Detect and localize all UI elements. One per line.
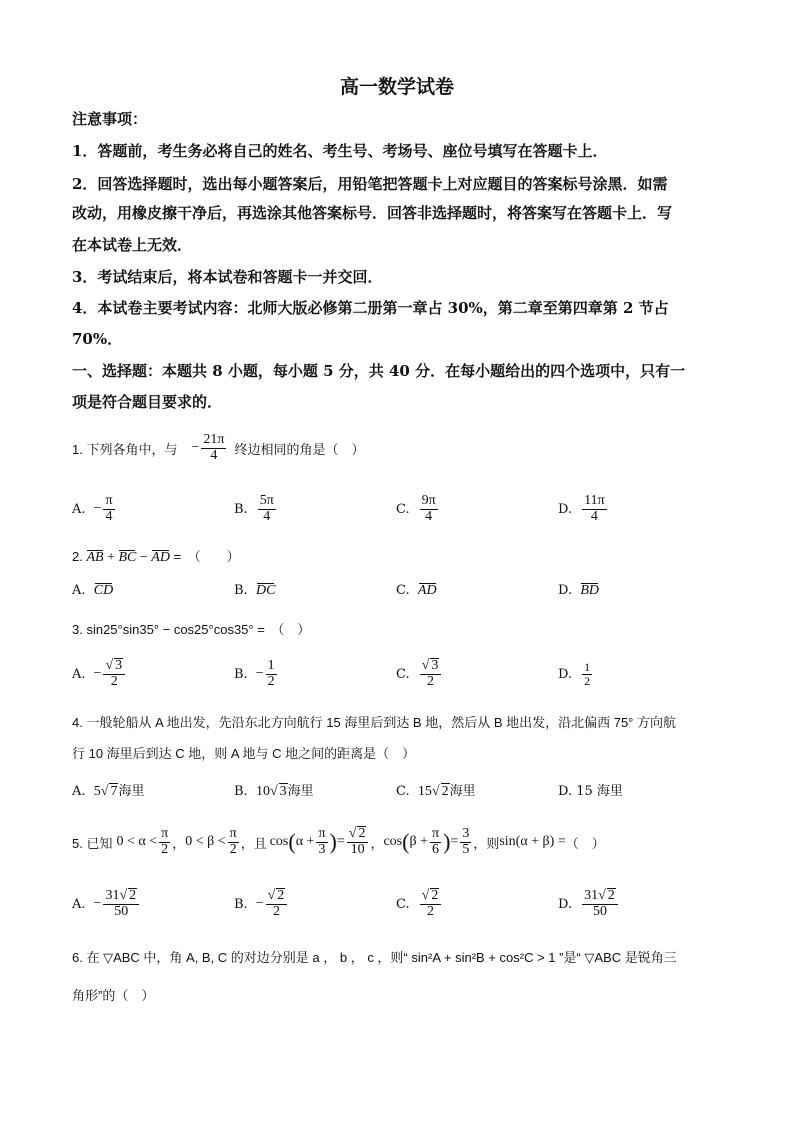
option-b[interactable]: B. 10√ 3海里 [234, 784, 314, 799]
option-a[interactable]: A. 5√ 7海里 [72, 784, 145, 799]
option-c[interactable]: C. 15√ 2海里 [396, 784, 476, 799]
option-b[interactable]: B. − $\frac{1}{2}$ [234, 657, 275, 689]
option-d[interactable]: D. $\frac{1}{2}$ [558, 659, 591, 688]
question-3-stem: 3. sin25°sin35° − cos25°cos35° = （ ） [72, 622, 311, 637]
option-d[interactable]: D. BD [558, 583, 600, 598]
question-2-stem: 2. AB + BC − AD = （ ） [72, 549, 240, 565]
notice-item: 2．回答选择题时，选出每小题答案后，用铅笔把答题卡上对应题目的答案标号涂黑．如需 [72, 175, 668, 193]
section-heading-cont: 项是符合题目要求的． [72, 393, 223, 411]
page-title: 高一数学试卷 [339, 76, 454, 98]
option-a[interactable]: A. − $\frac{\pi}{4}$ [72, 492, 113, 524]
fraction: $\frac{21\pi}{4}$ [203, 431, 225, 463]
notice-item: 改动，用橡皮擦干净后，再选涂其他答案标号．回答非选择题时，将答案写在答题卡上．写 [72, 204, 673, 222]
question-5-stem: 5. 已知 0 < α < $\frac{\pi}{2}$ ， 0 < β < $\frac{\pi}{2}$ ，且 cos ( α + $\frac{\pi}{3}$ ) = $\frac{√ 2}{10}$ ， cos ( β + $\frac{\pi}{6}$ ) = $\frac{3}{5}$ ，则 sin(α + β) = （ ） [72, 825, 605, 857]
option-d[interactable]: D. $\frac{11\pi}{4}$ [558, 492, 605, 524]
question-1-stem: 1. 下列各角中，与 − $\frac{21\pi}{4}$ 终边相同的角是（ ） [72, 431, 365, 463]
option-b[interactable]: B. $\frac{5\pi}{4}$ [234, 492, 274, 524]
notice-heading: 注意事项： [72, 110, 148, 128]
section-heading: 一、选择题：本题共 8 小题，每小题 5 分，共 40 分．在每小题给出的四个选项中，只有一 [72, 362, 686, 380]
question-6-line2: 角形”的（ ） [72, 988, 155, 1003]
question-4-line1: 4. 一般轮船从 A 地出发，先沿东北方向航行 15 海里后到达 B 地，然后从 B 地出发，沿北偏西 75° 方向航 [72, 715, 676, 730]
option-c[interactable]: C. $\frac{√ 2}{2}$ [396, 882, 443, 926]
notice-item: 1．答题前，考生务必将自己的姓名、考生号、考场号、座位号填写在答题卡上． [72, 142, 608, 160]
option-b[interactable]: B. DC [234, 583, 276, 598]
option-c[interactable]: C. $\frac{9\pi}{4}$ [396, 492, 436, 524]
option-c[interactable]: C. AD [396, 583, 437, 598]
option-a[interactable]: A. CD [72, 583, 114, 598]
option-d[interactable]: D. 15 海里 [558, 784, 623, 799]
option-d[interactable]: D. $\frac{31√ 2}{50}$ [558, 882, 620, 926]
notice-item: 4．本试卷主要考试内容：北师大版必修第二册第一章占 30%，第二章至第四章第 2 节占 [72, 299, 669, 317]
notice-item: 在本试卷上无效． [72, 236, 193, 254]
question-4-line2: 行 10 海里后到达 C 地，则 A 地与 C 地之间的距离是（ ） [72, 746, 416, 761]
option-a[interactable]: A. − $\frac{31√ 2}{50}$ [72, 882, 141, 926]
question-6-line1: 6. 在 ▽ABC 中，角 A, B, C 的对边分别是 a ， b ， c ，则“ sin²A + sin²B + cos²C > 1 ”是“ ▽ABC 是锐角三 [72, 950, 677, 965]
option-a[interactable]: A. − $\frac{√ 3}{2}$ [72, 653, 127, 695]
notice-item: 70%． [72, 330, 123, 348]
notice-item: 3．考试结束后，将本试卷和答题卡一并交回． [72, 268, 383, 286]
option-c[interactable]: C. $\frac{√ 3}{2}$ [396, 653, 443, 695]
option-b[interactable]: B. − $\frac{√ 2}{2}$ [234, 882, 289, 926]
